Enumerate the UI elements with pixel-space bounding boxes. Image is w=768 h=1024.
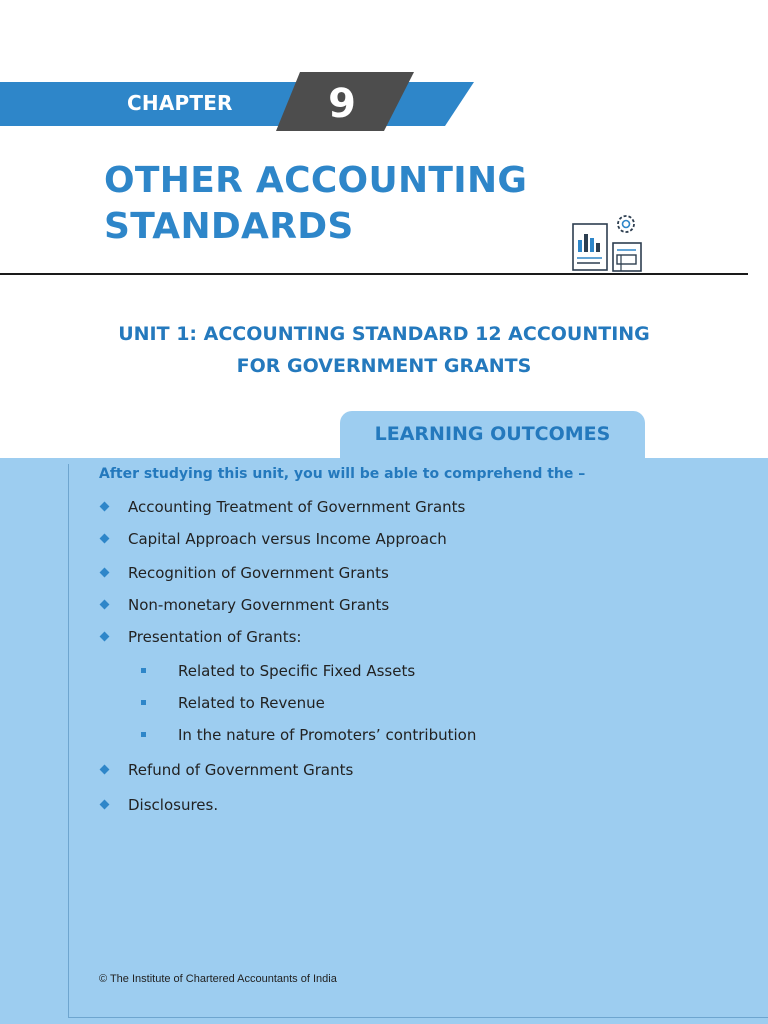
learning-outcomes-intro: After studying this unit, you will be able to comprehend the – xyxy=(99,466,586,482)
unit-heading-line-1: UNIT 1: ACCOUNTING STANDARD 12 ACCOUNTING xyxy=(118,323,650,345)
list-item-text: Non-monetary Government Grants xyxy=(128,596,390,614)
square-bullet-icon xyxy=(141,668,146,673)
list-item-text: Accounting Treatment of Government Grants xyxy=(128,498,466,516)
copyright-footer: © The Institute of Chartered Accountants of India xyxy=(99,973,337,985)
list-item-text: Presentation of Grants: xyxy=(128,628,302,646)
diamond-bullet-icon xyxy=(100,765,110,775)
list-item-text: Refund of Government Grants xyxy=(128,761,354,779)
square-bullet-icon xyxy=(141,732,146,737)
sub-list-item-text: In the nature of Promoters’ contribution xyxy=(178,726,477,744)
list-item-text: Disclosures. xyxy=(128,796,219,814)
list-item-text: Capital Approach versus Income Approach xyxy=(128,530,447,548)
diamond-bullet-icon xyxy=(100,800,110,810)
chapter-label: CHAPTER xyxy=(127,91,233,115)
sub-list-item-text: Related to Specific Fixed Assets xyxy=(178,662,416,680)
page-title-line-2: STANDARDS xyxy=(104,206,354,247)
square-bullet-icon xyxy=(141,700,146,705)
page-title-line-1: OTHER ACCOUNTING xyxy=(104,160,528,201)
chapter-number: 9 xyxy=(328,81,356,127)
unit-heading-line-2: FOR GOVERNMENT GRANTS xyxy=(236,355,532,377)
diamond-bullet-icon xyxy=(100,632,110,642)
diamond-bullet-icon xyxy=(100,568,110,578)
diamond-bullet-icon xyxy=(100,534,110,544)
diamond-bullet-icon xyxy=(100,502,110,512)
sub-list-item-text: Related to Revenue xyxy=(178,694,325,712)
diamond-bullet-icon xyxy=(100,600,110,610)
list-item-text: Recognition of Government Grants xyxy=(128,564,389,582)
learning-outcomes-heading: LEARNING OUTCOMES xyxy=(374,423,611,445)
